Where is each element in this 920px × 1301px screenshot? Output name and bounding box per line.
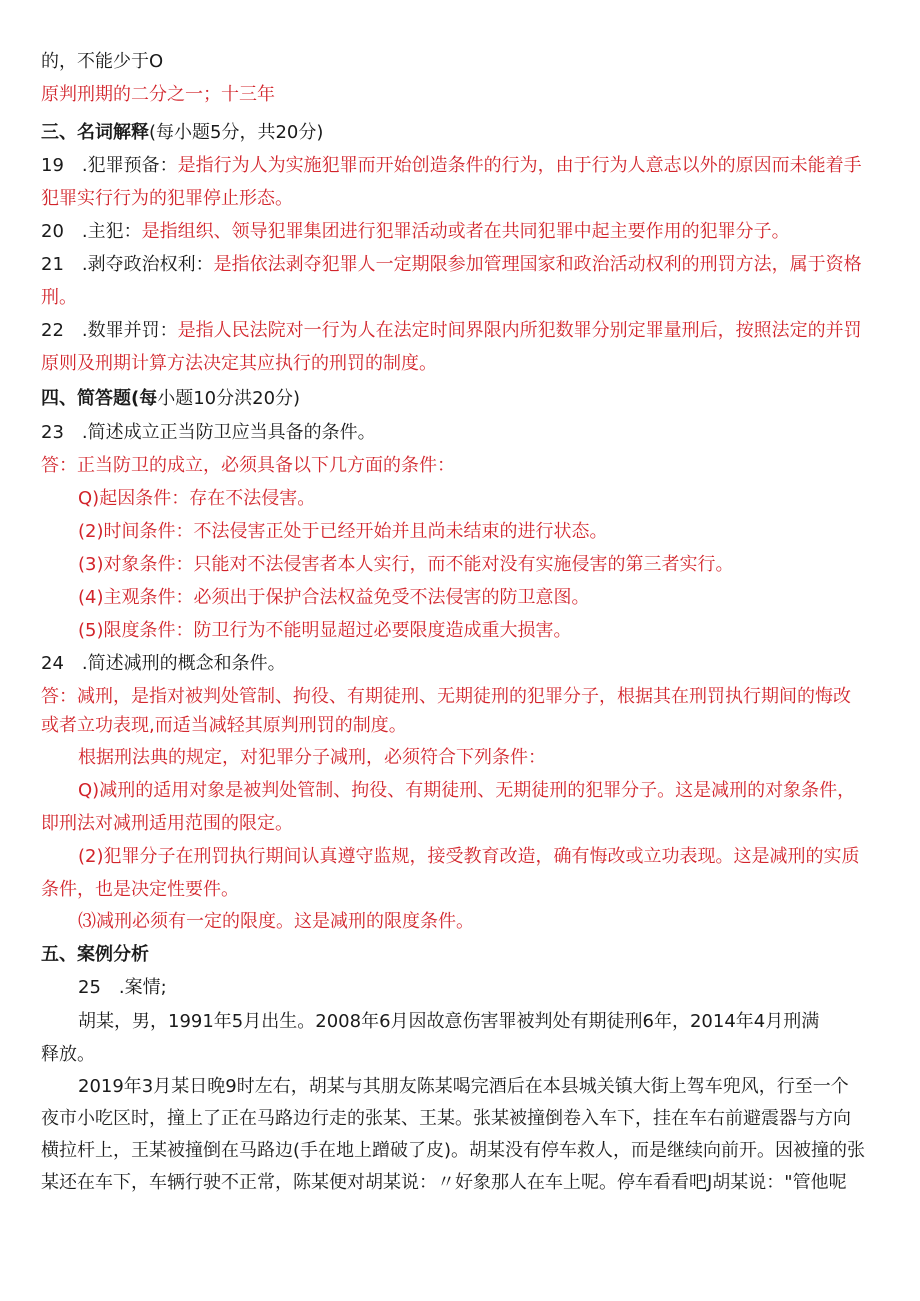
case-text-line: 夜市小吃区时，撞上了正在马路边行走的张某、王某。张某被撞倒卷入车下，挂在车右前避震器与方向 [41,1108,851,1129]
answer-line: (4)主观条件：必须出于保护合法权益免受不法侵害的防卫意图。 [78,587,590,608]
answer-line: 即刑法对减刑适用范围的限定。 [41,813,293,834]
answer-line: 犯罪实行行为的犯罪停止形态。 [41,188,293,209]
question-item [41,319,881,343]
answer-line: Q)起因条件：存在不法侵害。 [78,488,316,509]
question-term: 19 .犯罪预备： [41,155,178,176]
section-heading [41,387,881,411]
question-line: 23 .简述成立正当防卫应当具备的条件。 [41,422,376,443]
answer-text: 是指人民法院对一行为人在法定时间界限内所犯数罪分别定罪量刑后，按照法定的并罚 [177,320,862,341]
answer-line: 根据刑法典的规定，对犯罪分子减刑，必须符合下列条件： [78,747,546,768]
answer-line: (2)犯罪分子在刑罚执行期间认真遵守监规，接受教育改造，确有悔改或立功表现。这是减刑的实质 [78,846,860,867]
section-title: 三、名词解释 [41,122,149,143]
text-line: 的，不能少于O [41,51,164,72]
question-item [41,154,881,178]
answer-line: 答：减刑，是指对被判处管制、拘役、有期徒刑、无期徒刑的犯罪分子，根据其在刑罚执行期间的悔改 [41,686,851,707]
answer-line: 原判刑期的二分之一；十三年 [41,84,275,105]
case-text-line: 2019年3月某日晚9时左右，胡某与其朋友陈某喝完酒后在本县城关镇大街上驾车兜风，行至一个 [78,1076,849,1097]
section-title: 四、简答题(每 [41,388,158,409]
case-text-line: 横拉杆上，王某被撞倒在马路边(手在地上蹭破了皮)。胡某没有停车救人，而是继续向前开。因被撞的张 [41,1140,866,1161]
question-item [41,220,881,244]
answer-line: Q)减刑的适用对象是被判处管制、拘役、有期徒刑、无期徒刑的犯罪分子。这是减刑的对象条件， [78,780,856,801]
section-heading [41,121,881,145]
case-text-line: 某还在车下，车辆行驶不正常，陈某便对胡某说：〃好象那人在车上呢。停车看看吧J胡某说："管他呢 [41,1172,847,1193]
answer-line: 条件，也是决定性要件。 [41,879,239,900]
answer-text: 是指依法剥夺犯罪人一定期限参加管理国家和政治活动权利的刑罚方法，属于资格 [213,254,862,275]
question-line: 25 .案情; [78,977,167,998]
answer-line: ⑶减刑必须有一定的限度。这是减刑的限度条件。 [78,911,474,932]
question-term: 22 .数罪并罚： [41,320,178,341]
answer-line: 原则及刑期计算方法决定其应执行的刑罚的制度。 [41,353,437,374]
question-line: 24 .简述减刑的概念和条件。 [41,653,286,674]
case-text-line: 释放。 [41,1044,95,1065]
answer-text: 是指组织、领导犯罪集团进行犯罪活动或者在共同犯罪中起主要作用的犯罪分子。 [141,221,790,242]
section-heading: 五、案例分析 [41,944,149,965]
question-item [41,253,881,277]
question-term: 20 .主犯： [41,221,142,242]
answer-line: 刑。 [41,287,77,308]
answer-line: (2)时间条件：不法侵害正处于已经开始并且尚未结束的进行状态。 [78,521,608,542]
answer-line: 或者立功表现,而适当减轻其原判刑罚的制度。 [41,715,407,736]
answer-text: 是指行为人为实施犯罪而开始创造条件的行为，由于行为人意志以外的原因而未能着手 [177,155,862,176]
case-text-line: 胡某，男，1991年5月出生。2008年6月因故意伤害罪被判处有期徒刑6年，2014年4月刑满 [78,1011,820,1032]
answer-line: 答：正当防卫的成立，必须具备以下几方面的条件： [41,455,455,476]
section-scoring: 小题10分洪20分) [157,388,301,409]
section-scoring: (每小题5分，共20分) [149,122,324,143]
answer-line: (5)限度条件：防卫行为不能明显超过必要限度造成重大损害。 [78,620,572,641]
question-term: 21 .剥夺政治权利： [41,254,214,275]
answer-line: (3)对象条件：只能对不法侵害者本人实行，而不能对没有实施侵害的第三者实行。 [78,554,734,575]
